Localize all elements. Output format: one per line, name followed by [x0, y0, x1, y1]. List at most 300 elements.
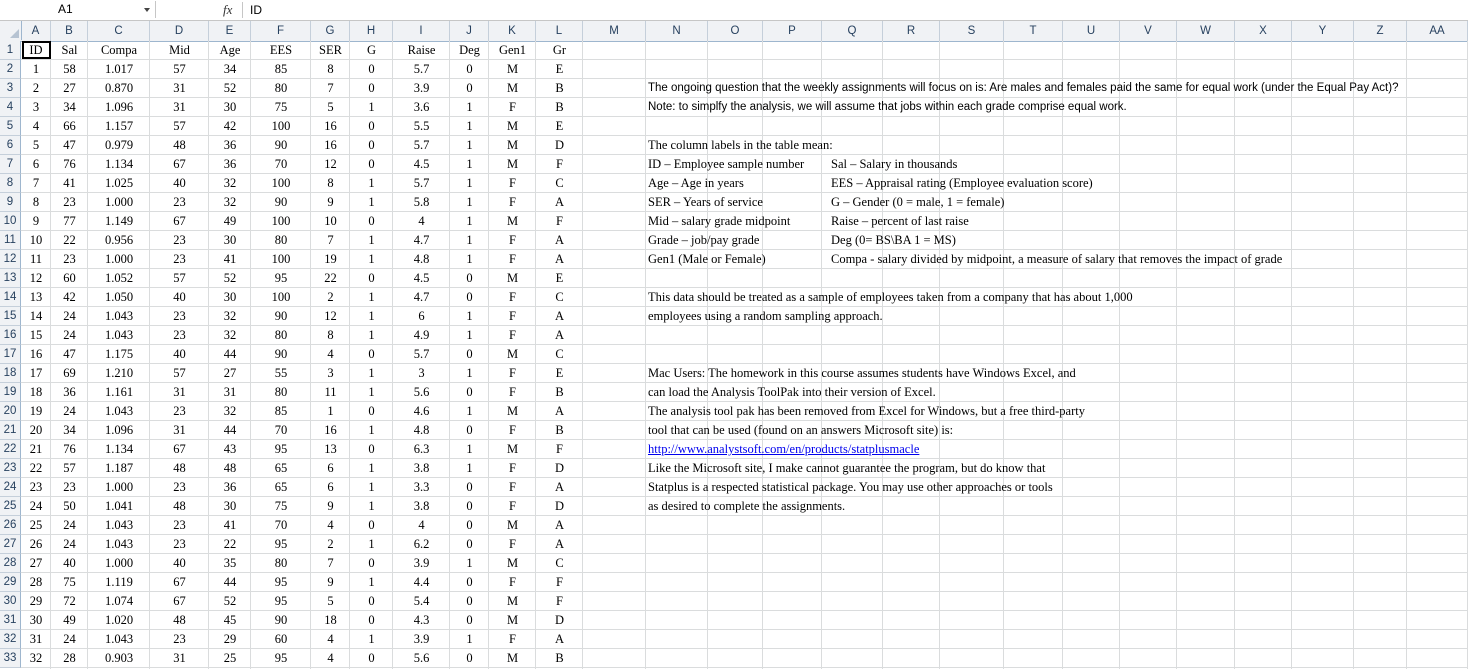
data-cell[interactable]: M	[506, 347, 519, 361]
data-cell[interactable]: 95	[274, 537, 288, 551]
data-cell[interactable]: 50	[63, 499, 76, 513]
data-cell[interactable]: 11	[324, 385, 337, 399]
data-cell[interactable]: 34	[223, 62, 237, 76]
data-cell[interactable]: 1	[466, 119, 473, 133]
data-cell[interactable]: 14	[29, 309, 43, 323]
data-cell[interactable]: 8	[32, 195, 40, 209]
data-cell[interactable]: 44	[223, 347, 237, 361]
data-cell[interactable]: 1	[466, 632, 473, 646]
data-cell[interactable]: 2	[32, 81, 40, 95]
data-cell[interactable]: 69	[63, 366, 76, 380]
row-header-13[interactable]: 13	[0, 269, 21, 288]
column-header-z[interactable]: Z	[1354, 21, 1407, 41]
data-cell[interactable]: 76	[63, 157, 76, 171]
header-cell[interactable]: Deg	[459, 43, 480, 57]
data-cell[interactable]: 95	[274, 575, 288, 589]
data-cell[interactable]: M	[506, 556, 519, 570]
data-cell[interactable]: 32	[29, 651, 43, 665]
data-cell[interactable]: 23	[173, 233, 186, 247]
data-cell[interactable]: 1	[466, 328, 473, 342]
data-cell[interactable]: 57	[63, 461, 76, 475]
column-header-aa[interactable]: AA	[1407, 21, 1468, 41]
data-cell[interactable]: 6	[327, 461, 334, 475]
data-cell[interactable]: 0	[466, 480, 473, 494]
column-header-w[interactable]: W	[1177, 21, 1235, 41]
data-cell[interactable]: F	[509, 423, 516, 437]
row-header-3[interactable]: 3	[0, 79, 21, 98]
data-cell[interactable]: M	[506, 119, 519, 133]
data-cell[interactable]: F	[509, 461, 516, 475]
header-cell[interactable]: Age	[219, 43, 241, 57]
data-cell[interactable]: 1.043	[104, 309, 134, 323]
data-cell[interactable]: 90	[274, 195, 288, 209]
data-cell[interactable]: 13	[29, 290, 43, 304]
column-header-c[interactable]: C	[88, 21, 150, 41]
data-cell[interactable]: 30	[29, 613, 43, 627]
data-cell[interactable]: 52	[223, 594, 237, 608]
data-cell[interactable]: D	[554, 613, 565, 627]
row-header-27[interactable]: 27	[0, 535, 21, 554]
data-cell[interactable]: C	[555, 556, 564, 570]
header-cell[interactable]: Mid	[169, 43, 190, 57]
data-cell[interactable]: B	[555, 81, 564, 95]
data-cell[interactable]: F	[509, 537, 516, 551]
data-cell[interactable]: 1	[327, 404, 334, 418]
header-cell[interactable]: Gen1	[498, 43, 527, 57]
data-cell[interactable]: 67	[173, 594, 186, 608]
data-cell[interactable]: D	[554, 461, 565, 475]
data-cell[interactable]: 85	[274, 404, 288, 418]
row-header-12[interactable]: 12	[0, 250, 21, 269]
data-cell[interactable]: 1.161	[104, 385, 134, 399]
data-cell[interactable]: 75	[274, 499, 288, 513]
data-cell[interactable]: 19	[324, 252, 337, 266]
row-header-14[interactable]: 14	[0, 288, 21, 307]
data-cell[interactable]: 90	[274, 138, 288, 152]
data-cell[interactable]: 30	[223, 100, 237, 114]
data-cell[interactable]: 1	[368, 195, 375, 209]
data-cell[interactable]: 67	[173, 214, 186, 228]
data-cell[interactable]: 55	[274, 366, 288, 380]
data-cell[interactable]: M	[506, 613, 519, 627]
data-cell[interactable]: 1	[466, 176, 473, 190]
data-cell[interactable]: 47	[63, 347, 76, 361]
data-cell[interactable]: 36	[223, 157, 237, 171]
statplus-link[interactable]: http://www.analystsoft.com/en/products/statplusmacle	[648, 442, 920, 456]
data-cell[interactable]: 29	[223, 632, 237, 646]
data-cell[interactable]: 5.4	[413, 594, 430, 608]
data-cell[interactable]: 31	[29, 632, 43, 646]
data-cell[interactable]: 4.4	[413, 575, 430, 589]
column-header-x[interactable]: X	[1235, 21, 1292, 41]
data-cell[interactable]: 1	[368, 423, 375, 437]
data-cell[interactable]: 95	[274, 651, 288, 665]
data-cell[interactable]: F	[509, 328, 516, 342]
data-cell[interactable]: 1	[368, 385, 375, 399]
column-header-l[interactable]: L	[536, 21, 583, 41]
data-cell[interactable]: 5.6	[413, 651, 430, 665]
data-cell[interactable]: 6	[418, 309, 425, 323]
data-cell[interactable]: 1	[466, 556, 473, 570]
data-cell[interactable]: 40	[173, 347, 186, 361]
data-cell[interactable]: 1	[368, 480, 375, 494]
data-cell[interactable]: 23	[173, 480, 186, 494]
column-header-k[interactable]: K	[489, 21, 536, 41]
data-cell[interactable]: F	[509, 575, 516, 589]
data-cell[interactable]: 23	[173, 537, 186, 551]
data-cell[interactable]: 21	[29, 442, 43, 456]
data-cell[interactable]: 1.017	[104, 62, 134, 76]
data-cell[interactable]: 5.5	[413, 119, 430, 133]
data-cell[interactable]: 5	[327, 594, 334, 608]
data-cell[interactable]: 1	[466, 100, 473, 114]
data-cell[interactable]: F	[509, 480, 516, 494]
data-cell[interactable]: 0	[368, 556, 375, 570]
data-cell[interactable]: 0	[368, 119, 375, 133]
data-cell[interactable]: 48	[173, 138, 186, 152]
data-cell[interactable]: 36	[223, 138, 237, 152]
data-cell[interactable]: 4	[32, 119, 40, 133]
column-header-i[interactable]: I	[393, 21, 450, 41]
data-cell[interactable]: 0	[466, 613, 473, 627]
data-cell[interactable]: 4.7	[413, 233, 430, 247]
data-cell[interactable]: 16	[29, 347, 43, 361]
data-cell[interactable]: 23	[173, 195, 186, 209]
data-cell[interactable]: 1.043	[104, 537, 134, 551]
column-header-h[interactable]: H	[350, 21, 393, 41]
data-cell[interactable]: 23	[63, 195, 76, 209]
row-header-21[interactable]: 21	[0, 421, 21, 440]
data-cell[interactable]: 1.134	[104, 157, 134, 171]
row-header-8[interactable]: 8	[0, 174, 21, 193]
data-cell[interactable]: F	[509, 366, 516, 380]
data-cell[interactable]: 95	[274, 594, 288, 608]
data-cell[interactable]: 40	[173, 556, 186, 570]
data-cell[interactable]: F	[556, 157, 563, 171]
data-cell[interactable]: 90	[274, 347, 288, 361]
column-header-u[interactable]: U	[1063, 21, 1120, 41]
data-cell[interactable]: 1	[368, 328, 375, 342]
data-cell[interactable]: 70	[274, 423, 288, 437]
column-header-q[interactable]: Q	[822, 21, 883, 41]
column-header-f[interactable]: F	[251, 21, 311, 41]
data-cell[interactable]: 47	[63, 138, 76, 152]
data-cell[interactable]: 27	[223, 366, 237, 380]
data-cell[interactable]: 72	[63, 594, 76, 608]
data-cell[interactable]: 28	[63, 651, 76, 665]
data-cell[interactable]: 7	[327, 233, 334, 247]
data-cell[interactable]: 0	[368, 404, 375, 418]
data-cell[interactable]: 4.5	[413, 271, 430, 285]
data-cell[interactable]: 0.870	[104, 81, 134, 95]
data-cell[interactable]: F	[509, 195, 516, 209]
data-cell[interactable]: 22	[29, 461, 43, 475]
data-cell[interactable]: 24	[29, 499, 43, 513]
data-cell[interactable]: 1	[368, 537, 375, 551]
column-header-y[interactable]: Y	[1292, 21, 1354, 41]
data-cell[interactable]: 41	[223, 518, 237, 532]
data-cell[interactable]: 1	[368, 575, 375, 589]
data-cell[interactable]: F	[509, 385, 516, 399]
data-cell[interactable]: 23	[173, 404, 186, 418]
header-cell[interactable]: Raise	[407, 43, 436, 57]
data-cell[interactable]: 1	[368, 176, 375, 190]
data-cell[interactable]: 1.175	[104, 347, 134, 361]
data-cell[interactable]: 2	[327, 290, 334, 304]
data-cell[interactable]: 29	[29, 594, 43, 608]
data-cell[interactable]: 1	[368, 290, 375, 304]
data-cell[interactable]: 7	[327, 81, 334, 95]
row-header-9[interactable]: 9	[0, 193, 21, 212]
row-header-18[interactable]: 18	[0, 364, 21, 383]
data-cell[interactable]: 0	[466, 385, 473, 399]
data-cell[interactable]: 1	[466, 442, 473, 456]
data-cell[interactable]: M	[506, 518, 519, 532]
select-all-button[interactable]	[0, 21, 22, 40]
data-cell[interactable]: 16	[324, 119, 337, 133]
data-cell[interactable]: 26	[29, 537, 43, 551]
data-cell[interactable]: 1.157	[104, 119, 134, 133]
data-cell[interactable]: 23	[173, 328, 186, 342]
data-cell[interactable]: 31	[173, 651, 186, 665]
row-header-6[interactable]: 6	[0, 136, 21, 155]
data-cell[interactable]: 3	[418, 366, 425, 380]
data-cell[interactable]: 9	[32, 214, 40, 228]
data-cell[interactable]: 16	[324, 138, 337, 152]
data-cell[interactable]: 48	[173, 461, 186, 475]
header-cell[interactable]: EES	[269, 43, 293, 57]
data-cell[interactable]: 12	[324, 309, 337, 323]
data-cell[interactable]: 0	[368, 613, 375, 627]
data-cell[interactable]: 31	[173, 385, 186, 399]
data-cell[interactable]: 1	[466, 252, 473, 266]
data-cell[interactable]: 32	[223, 309, 237, 323]
data-cell[interactable]: 1	[368, 309, 375, 323]
data-cell[interactable]: 28	[29, 575, 43, 589]
data-cell[interactable]: 1	[466, 233, 473, 247]
data-cell[interactable]: 0	[466, 290, 473, 304]
row-header-26[interactable]: 26	[0, 516, 21, 535]
data-cell[interactable]: 1.043	[104, 404, 134, 418]
data-cell[interactable]: 36	[63, 385, 76, 399]
data-cell[interactable]: 1	[466, 309, 473, 323]
data-cell[interactable]: 6	[32, 157, 40, 171]
data-cell[interactable]: 75	[63, 575, 76, 589]
data-cell[interactable]: 1	[466, 214, 473, 228]
data-cell[interactable]: 0	[466, 575, 473, 589]
data-cell[interactable]: 0.903	[104, 651, 134, 665]
data-cell[interactable]: 11	[29, 252, 43, 266]
data-cell[interactable]: 42	[223, 119, 237, 133]
data-cell[interactable]: 80	[274, 81, 288, 95]
row-header-28[interactable]: 28	[0, 554, 21, 573]
data-cell[interactable]: E	[555, 271, 564, 285]
data-cell[interactable]: 100	[271, 214, 291, 228]
data-cell[interactable]: 30	[223, 499, 237, 513]
data-cell[interactable]: 95	[274, 442, 288, 456]
data-cell[interactable]: 0	[368, 518, 375, 532]
column-header-a[interactable]: A	[21, 21, 51, 41]
row-header-16[interactable]: 16	[0, 326, 21, 345]
data-cell[interactable]: 24	[63, 404, 76, 418]
row-header-10[interactable]: 10	[0, 212, 21, 231]
data-cell[interactable]: 1	[466, 461, 473, 475]
data-cell[interactable]: 0	[466, 651, 473, 665]
data-cell[interactable]: 5.7	[413, 176, 430, 190]
data-cell[interactable]: 66	[63, 119, 76, 133]
data-cell[interactable]: M	[506, 594, 519, 608]
data-cell[interactable]: C	[555, 176, 564, 190]
data-cell[interactable]: B	[555, 385, 564, 399]
data-cell[interactable]: 5.7	[413, 62, 430, 76]
data-cell[interactable]: 30	[223, 290, 237, 304]
data-cell[interactable]: 8	[327, 176, 334, 190]
column-header-j[interactable]: J	[450, 21, 489, 41]
data-cell[interactable]: 57	[173, 119, 186, 133]
data-cell[interactable]: 1	[368, 100, 375, 114]
column-header-r[interactable]: R	[883, 21, 940, 41]
row-header-20[interactable]: 20	[0, 402, 21, 421]
data-cell[interactable]: 0	[368, 62, 375, 76]
data-cell[interactable]: 0	[466, 62, 473, 76]
data-cell[interactable]: 17	[29, 366, 43, 380]
data-cell[interactable]: 43	[223, 442, 237, 456]
data-cell[interactable]: F	[509, 632, 516, 646]
column-header-g[interactable]: G	[311, 21, 350, 41]
data-cell[interactable]: F	[509, 309, 516, 323]
data-cell[interactable]: B	[555, 100, 564, 114]
data-cell[interactable]: 0	[368, 594, 375, 608]
column-header-e[interactable]: E	[209, 21, 251, 41]
data-cell[interactable]: 3.8	[413, 461, 430, 475]
data-cell[interactable]: 0	[466, 537, 473, 551]
data-cell[interactable]: F	[509, 233, 516, 247]
data-cell[interactable]: 57	[173, 271, 186, 285]
data-cell[interactable]: 0	[368, 442, 375, 456]
data-cell[interactable]: 8	[327, 62, 334, 76]
data-cell[interactable]: 1.043	[104, 328, 134, 342]
data-cell[interactable]: 60	[274, 632, 288, 646]
data-cell[interactable]: A	[554, 328, 565, 342]
data-cell[interactable]: 4	[327, 347, 334, 361]
data-cell[interactable]: 5.7	[413, 138, 430, 152]
data-cell[interactable]: M	[506, 651, 519, 665]
row-header-23[interactable]: 23	[0, 459, 21, 478]
data-cell[interactable]: 4.7	[413, 290, 430, 304]
data-cell[interactable]: F	[556, 594, 563, 608]
data-cell[interactable]: 4.6	[413, 404, 430, 418]
data-cell[interactable]: 4.8	[413, 252, 430, 266]
data-cell[interactable]: 3	[327, 366, 334, 380]
data-cell[interactable]: 1	[466, 366, 473, 380]
data-cell[interactable]: 30	[223, 233, 237, 247]
data-cell[interactable]: A	[554, 233, 565, 247]
data-cell[interactable]: 1	[466, 157, 473, 171]
data-cell[interactable]: 5.6	[413, 385, 430, 399]
data-cell[interactable]: 65	[274, 461, 288, 475]
data-cell[interactable]: 49	[63, 613, 76, 627]
data-cell[interactable]: D	[554, 499, 565, 513]
data-cell[interactable]: 24	[63, 309, 76, 323]
data-cell[interactable]: 34	[63, 100, 76, 114]
data-cell[interactable]: 24	[63, 518, 76, 532]
data-cell[interactable]: B	[555, 423, 564, 437]
data-cell[interactable]: 1.074	[104, 594, 134, 608]
data-cell[interactable]: 12	[324, 157, 337, 171]
data-cell[interactable]: 0	[368, 651, 375, 665]
column-header-b[interactable]: B	[51, 21, 88, 41]
data-cell[interactable]: 4.8	[413, 423, 430, 437]
data-cell[interactable]: 32	[223, 328, 237, 342]
data-cell[interactable]: 0	[368, 347, 375, 361]
data-cell[interactable]: 52	[223, 271, 237, 285]
row-header-5[interactable]: 5	[0, 117, 21, 136]
data-cell[interactable]: A	[554, 537, 565, 551]
data-cell[interactable]: 0	[466, 518, 473, 532]
data-cell[interactable]: 100	[271, 176, 291, 190]
data-cell[interactable]: 32	[223, 176, 237, 190]
data-cell[interactable]: 10	[324, 214, 337, 228]
data-cell[interactable]: M	[506, 81, 519, 95]
data-cell[interactable]: 0	[466, 423, 473, 437]
data-cell[interactable]: B	[555, 651, 564, 665]
data-cell[interactable]: F	[509, 176, 516, 190]
data-cell[interactable]: 67	[173, 575, 186, 589]
data-cell[interactable]: 6	[327, 480, 334, 494]
data-cell[interactable]: 100	[271, 252, 291, 266]
data-cell[interactable]: 24	[63, 328, 76, 342]
data-cell[interactable]: M	[506, 442, 519, 456]
data-cell[interactable]: 44	[223, 423, 237, 437]
data-cell[interactable]: 5	[327, 100, 334, 114]
data-cell[interactable]: 1.000	[104, 480, 134, 494]
data-cell[interactable]: 1	[368, 632, 375, 646]
row-header-2[interactable]: 2	[0, 60, 21, 79]
data-cell[interactable]: M	[506, 157, 519, 171]
data-cell[interactable]: 80	[274, 556, 288, 570]
data-cell[interactable]: 0	[466, 347, 473, 361]
data-cell[interactable]: 0	[466, 271, 473, 285]
data-cell[interactable]: 10	[29, 233, 43, 247]
data-cell[interactable]: 1.041	[104, 499, 134, 513]
data-cell[interactable]: 7	[327, 556, 334, 570]
data-cell[interactable]: 22	[63, 233, 76, 247]
data-cell[interactable]: 35	[223, 556, 237, 570]
data-cell[interactable]: 6.2	[413, 537, 430, 551]
data-cell[interactable]: 41	[63, 176, 76, 190]
data-cell[interactable]: 3.9	[413, 81, 430, 95]
data-cell[interactable]: 9	[327, 575, 334, 589]
data-cell[interactable]: 1	[368, 252, 375, 266]
data-cell[interactable]: 40	[173, 290, 186, 304]
row-header-30[interactable]: 30	[0, 592, 21, 611]
data-cell[interactable]: F	[509, 100, 516, 114]
row-header-4[interactable]: 4	[0, 98, 21, 117]
data-cell[interactable]: 41	[223, 252, 237, 266]
data-cell[interactable]: 5	[32, 138, 40, 152]
data-cell[interactable]: 1	[368, 461, 375, 475]
data-cell[interactable]: 1.000	[104, 556, 134, 570]
data-cell[interactable]: 23	[63, 480, 76, 494]
data-cell[interactable]: 52	[223, 81, 237, 95]
data-cell[interactable]: 23	[173, 518, 186, 532]
data-cell[interactable]: 1.096	[104, 423, 134, 437]
row-header-19[interactable]: 19	[0, 383, 21, 402]
data-cell[interactable]: 57	[173, 366, 186, 380]
formula-input[interactable]: ID	[250, 3, 262, 17]
row-header-17[interactable]: 17	[0, 345, 21, 364]
data-cell[interactable]: C	[555, 290, 564, 304]
